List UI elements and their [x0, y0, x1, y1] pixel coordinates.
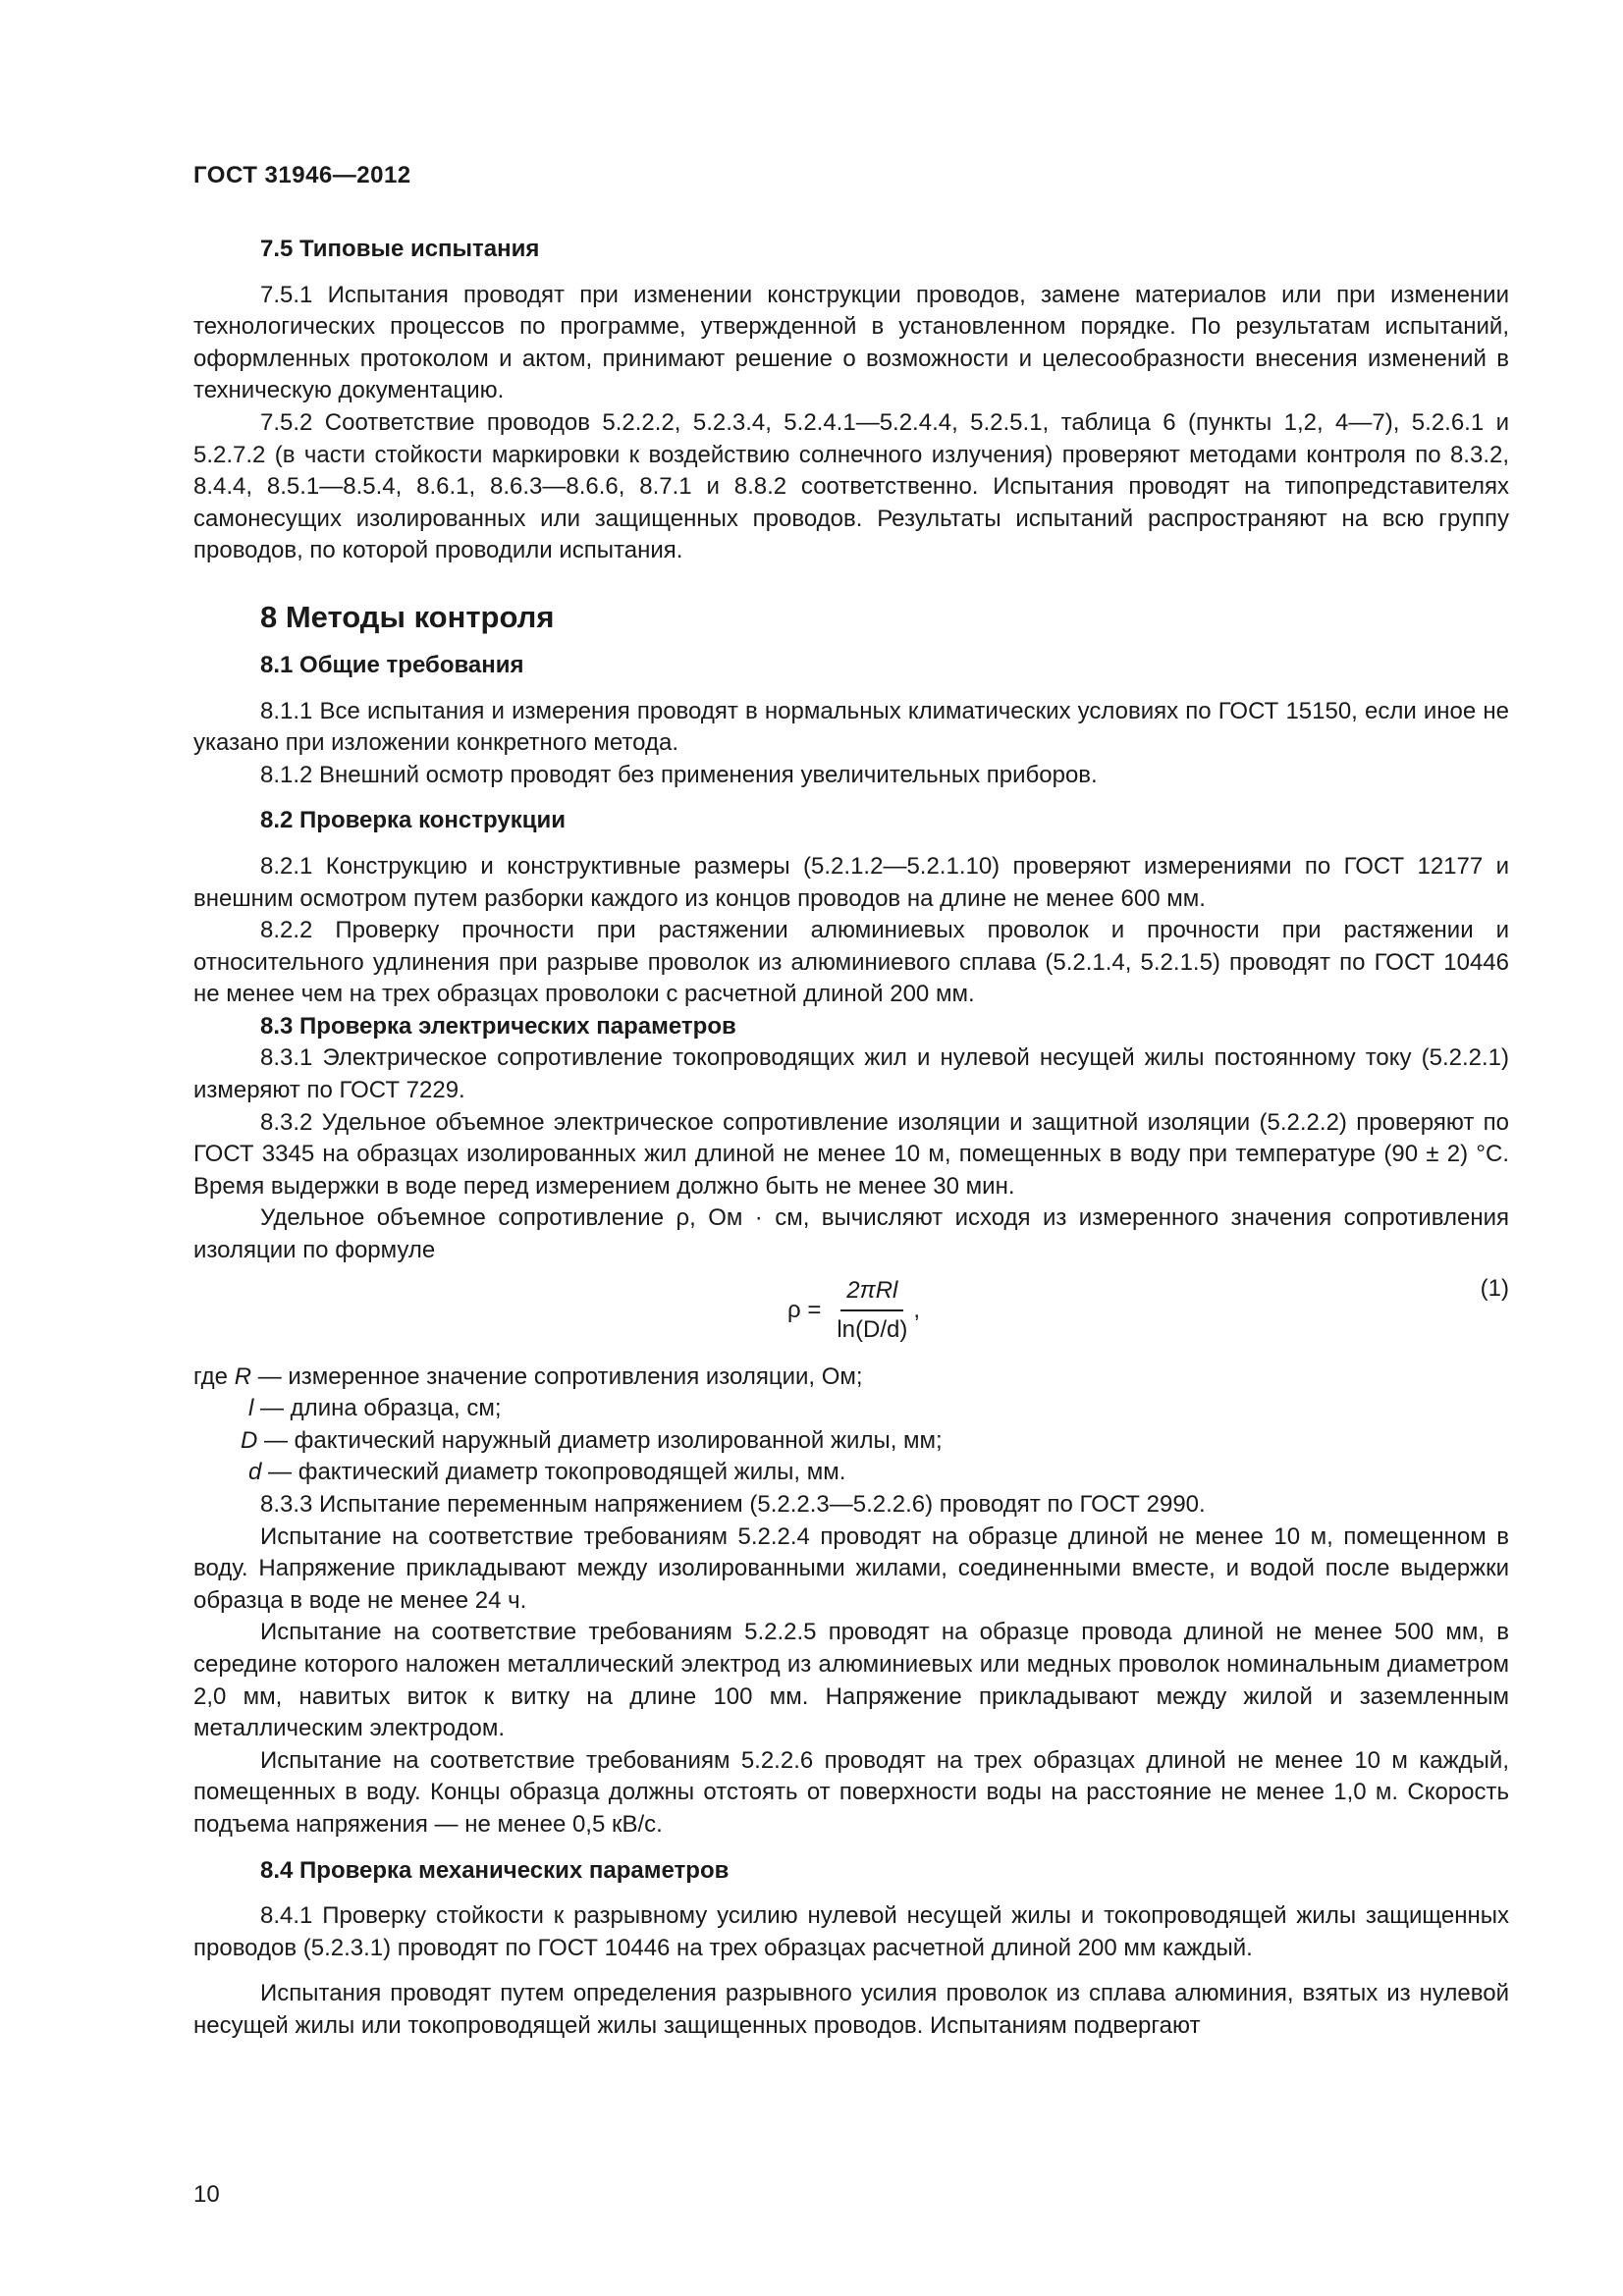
section-8-4-heading: 8.4 Проверка механических параметров — [260, 1856, 730, 1884]
definition-text: — фактический наружный диаметр изолированной жилы, мм; — [257, 1426, 943, 1454]
definition-text: — измеренное значение сопротивления изоляции, Ом; — [251, 1362, 863, 1390]
paragraph-7-5-2: 7.5.2 Соответствие проводов 5.2.2.2, 5.2.3.4, 5.2.4.1—5.2.4.4, 5.2.5.1, таблица 6 (пункты 1,2, 4—7), 5.2.6.1 и 5.2.7.2 (в части стойкости маркировки к воздействию солнечного излучения) проверяют методами контроля по 8.3.2, 8.4.4, 8.5.1—8.5.4, 8.6.1, 8.6.3—8.6.6, 8.7.1 и 8.8.2 соответственно. Испытания проводят на типопредставителях самонесущих изолированных или защищенных проводов. Результаты испытаний распространяют на всю группу проводов, по которой проводили испытания. — [193, 408, 1509, 564]
paragraph-8-2-2: 8.2.2 Проверку прочности при растяжении алюминиевых проволок и прочности при растяжении и относительного удлинения при разрыве проволок из алюминиевого сплава (5.2.1.4, 5.2.1.5) проводят по ГОСТ 10446 не менее чем на трех образцах проволоки с расчетной длиной 200 мм. — [193, 917, 1509, 1008]
definition-symbol: D — [241, 1426, 258, 1454]
formula-block — [193, 1273, 1509, 1356]
section-8-2-heading: 8.2 Проверка конструкции — [260, 807, 566, 834]
formula-fraction — [831, 1275, 913, 1347]
paragraph-7-5-1: 7.5.1 Испытания проводят при изменении конструкции проводов, замене материалов или при изменении технологических процессов по программе, утвержденной в установленном порядке. По результатам испытаний, оформленных протоколом и актом, принимают решение о возможности и целесообразности внесения изменений в техническую документацию. — [193, 281, 1509, 404]
definition-symbol: R — [234, 1362, 252, 1390]
paragraph-8-3-3-a: Испытание на соответствие требованиям 5.2.2.4 проводят на образце длиной не менее 10 м, помещенном в воду. Напряжение прикладывают между изолированными жилами, соединенными вместе, и водой после выдержки образца в воде не менее 24 ч. — [193, 1522, 1509, 1614]
formula-denominator: ln(D/d) — [837, 1316, 908, 1344]
formula-lhs: ρ = — [787, 1296, 822, 1323]
paragraph-8-1-2: 8.1.2 Внешний осмотр проводят без применения увеличительных приборов. — [260, 761, 1098, 788]
formula-definitions — [193, 1362, 1509, 1489]
formula-trailing-comma: , — [913, 1296, 921, 1323]
paragraph-8-1-1: 8.1.1 Все испытания и измерения проводят в нормальных климатических условиях по ГОСТ 15150, если иное не указано при изложении конкретного метода. — [193, 697, 1509, 757]
section-8-3-heading: 8.3 Проверка электрических параметров — [260, 1012, 736, 1040]
paragraph-8-4-1: 8.4.1 Проверку стойкости к разрывному усилию нулевой несущей жилы и токопроводящей жилы защищенных проводов (5.2.3.1) проводят по ГОСТ 10446 на трех образцах расчетной длиной 200 мм каждый. — [193, 1902, 1509, 1961]
definition-item — [193, 1425, 1509, 1458]
paragraph-8-4-1-a: Испытания проводят путем определения разрывного усилия проволок из сплава алюминия, взятых из нулевой несущей жилы или токопроводящей жилы защищенных проводов. Испытаниям подвергают — [193, 1980, 1509, 2039]
definition-item — [193, 1457, 1509, 1489]
paragraph-8-3-3-b: Испытание на соответствие требованиям 5.2.2.5 проводят на образце провода длиной не менее 500 мм, в середине которого наложен металлический электрод из алюминиевых или медных проволок номинальным диаметром 2,0 мм, навитых виток к витку на длине 100 мм. Напряжение прикладывают между жилой и заземленным металлическим электродом. — [193, 1619, 1509, 1742]
section-7-5-heading: 7.5 Типовые испытания — [260, 236, 540, 262]
definition-text: — длина образца, см; — [253, 1395, 502, 1422]
definition-item — [193, 1393, 1509, 1425]
formula-rho — [787, 1275, 920, 1347]
paragraph-8-3-2: 8.3.2 Удельное объемное электрическое сопротивление изоляции и защитной изоляции (5.2.2.2) проверяют по ГОСТ 3345 на образцах изолированных жил длиной не менее 10 м, помещенных в воду при температуре (90 ± 2) °С. Время выдержки в воде перед измерением должно быть не менее 30 мин. — [193, 1108, 1509, 1200]
section-8-heading: 8 Методы контроля — [260, 599, 555, 634]
document-header: ГОСТ 31946—2012 — [193, 162, 411, 188]
definition-text: — фактический диаметр токопроводящей жилы, мм. — [261, 1459, 846, 1486]
paragraph-8-2-1: 8.2.1 Конструкцию и конструктивные размеры (5.2.1.2—5.2.1.10) проверяют измерениями по ГОСТ 12177 и внешним осмотром путем разборки каждого из концов проводов на длине не менее 600 мм. — [193, 852, 1509, 912]
paragraph-8-3-3-c: Испытание на соответствие требованиям 5.2.2.6 проводят на трех образцах длиной не менее 10 м каждый, помещенных в воду. Концы образца должны отстоять от поверхности воды на расстояние не менее 1,0 м. Скорость подъема напряжения — не менее 0,5 кВ/с. — [193, 1746, 1509, 1838]
definition-symbol: d — [248, 1459, 262, 1486]
formula-numerator: 2πRl — [840, 1275, 903, 1312]
document-body — [193, 234, 1509, 2043]
paragraph-8-3-1: 8.3.1 Электрическое сопротивление токопроводящих жил и нулевой несущей жилы постоянному току (5.2.2.1) измеряют по ГОСТ 7229. — [193, 1044, 1509, 1104]
paragraph-formula-intro: Удельное объемное сопротивление ρ, Ом · см, вычисляют исходя из измеренного значения сопротивления изоляции по формуле — [193, 1204, 1509, 1264]
definition-item — [193, 1362, 1509, 1394]
paragraph-8-3-3: 8.3.3 Испытание переменным напряжением (5.2.2.3—5.2.2.6) проводят по ГОСТ 2990. — [260, 1491, 1206, 1518]
definition-symbol: l — [248, 1395, 254, 1422]
page-number: 10 — [193, 2181, 220, 2208]
definition-lead: где — [193, 1362, 229, 1390]
section-8-1-heading: 8.1 Общие требования — [260, 651, 524, 678]
equation-number: (1) — [1480, 1274, 1509, 1302]
